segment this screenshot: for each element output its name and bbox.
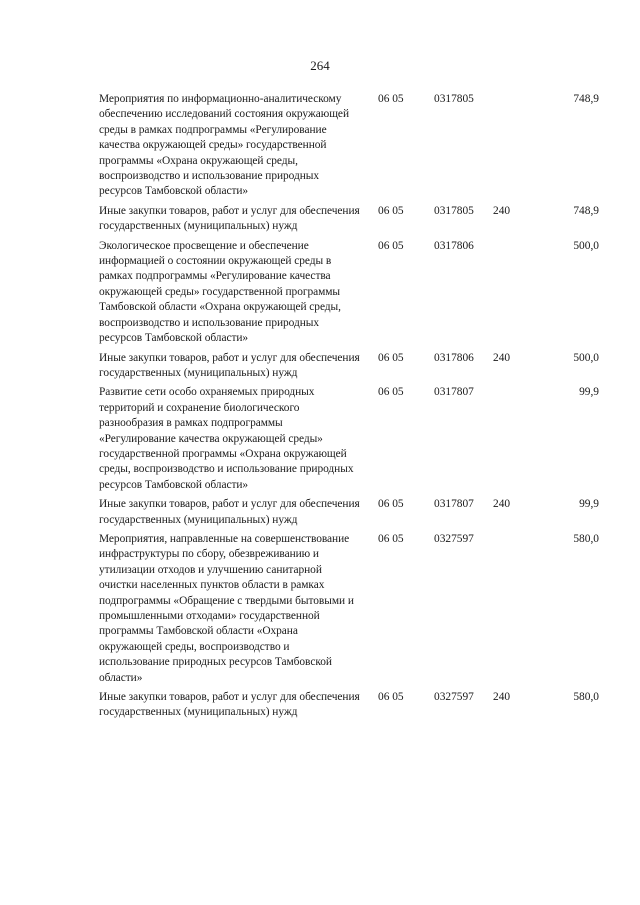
row-section: 06 05: [378, 498, 404, 511]
row-section: 06 05: [378, 239, 404, 252]
row-target-code: 0327597: [434, 691, 474, 704]
row-description: Экологическое просвещение и обеспечение информацией о состоянии окружающей среды в рамках подпрограммы «Регулирование качества окружающей среды» государственной программы Тамбовской области «Охрана окружающей среды, воспроизводство и использование природных ресурсов Тамбовской области»: [99, 239, 341, 345]
row-section: 06 05: [378, 691, 404, 704]
row-expense-type: 240: [493, 498, 511, 511]
table-row: [0, 497, 640, 528]
row-target-code: 0317807: [434, 386, 474, 399]
row-amount: 748,9: [573, 93, 599, 105]
table-row: [0, 239, 640, 347]
row-description: Иные закупки товаров, работ и услуг для обеспечения государственных (муниципальных) нужд: [99, 204, 360, 233]
row-expense-type: 240: [493, 691, 511, 704]
row-amount: 748,9: [573, 204, 599, 217]
table-row: [0, 690, 640, 721]
row-section: 06 05: [378, 351, 404, 364]
row-amount: 580,0: [573, 532, 599, 545]
table-row: [0, 204, 640, 235]
row-expense-type: 240: [493, 351, 511, 364]
table-row: [0, 532, 640, 686]
row-amount: 500,0: [573, 351, 599, 364]
page-number: 264: [310, 58, 330, 73]
row-description: Иные закупки товаров, работ и услуг для обеспечения государственных (муниципальных) нужд: [99, 351, 360, 379]
row-description: Иные закупки товаров, работ и услуг для обеспечения государственных (муниципальных) нужд: [99, 498, 360, 526]
row-description: Иные закупки товаров, работ и услуг для обеспечения государственных (муниципальных) нужд: [99, 691, 360, 719]
row-expense-type: 240: [493, 204, 511, 217]
row-amount: 500,0: [573, 239, 599, 252]
row-section: 06 05: [378, 532, 404, 545]
row-section: 06 05: [378, 93, 404, 105]
row-amount: 99,9: [579, 386, 599, 399]
row-amount: 580,0: [573, 691, 599, 704]
table-row: [0, 92, 640, 200]
table-row: [0, 351, 640, 382]
row-target-code: 0317805: [434, 93, 474, 105]
row-description: Развитие сети особо охраняемых природных территорий и сохранение биологического разнообразия в рамках подпрограммы «Регулирование качества окружающей среды» государственной программы «Охрана окружающей среды, воспроизводство и использование природных ресурсов Тамбовской области»: [99, 386, 354, 491]
row-section: 06 05: [378, 386, 404, 399]
budget-table: [0, 92, 640, 725]
table-row: [0, 385, 640, 493]
row-section: 06 05: [378, 204, 404, 217]
row-target-code: 0317807: [434, 498, 474, 511]
row-description: Мероприятия по информационно-аналитическому обеспечению исследований состояния окружающей среды в рамках подпрограммы «Регулирование качества окружающей среды» государственной программы «Охрана окружающей среды, воспроизводство и использование природных ресурсов Тамбовской области»: [99, 93, 349, 198]
row-amount: 99,9: [579, 498, 599, 511]
row-target-code: 0327597: [434, 532, 474, 545]
row-target-code: 0317806: [434, 351, 474, 364]
row-description: Мероприятия, направленные на совершенствование инфраструктуры по сбору, обезвреживанию и утилизации отходов и улучшению санитарной очистки населенных пунктов области в рамках подпрограммы «Обращение с твердыми бытовыми и промышленными отходами» государственной программы Тамбовской области «Охрана окружающей среды, воспроизводство и использование природных ресурсов Тамбовской области»: [99, 532, 354, 684]
row-target-code: 0317805: [434, 204, 474, 217]
row-target-code: 0317806: [434, 239, 474, 252]
